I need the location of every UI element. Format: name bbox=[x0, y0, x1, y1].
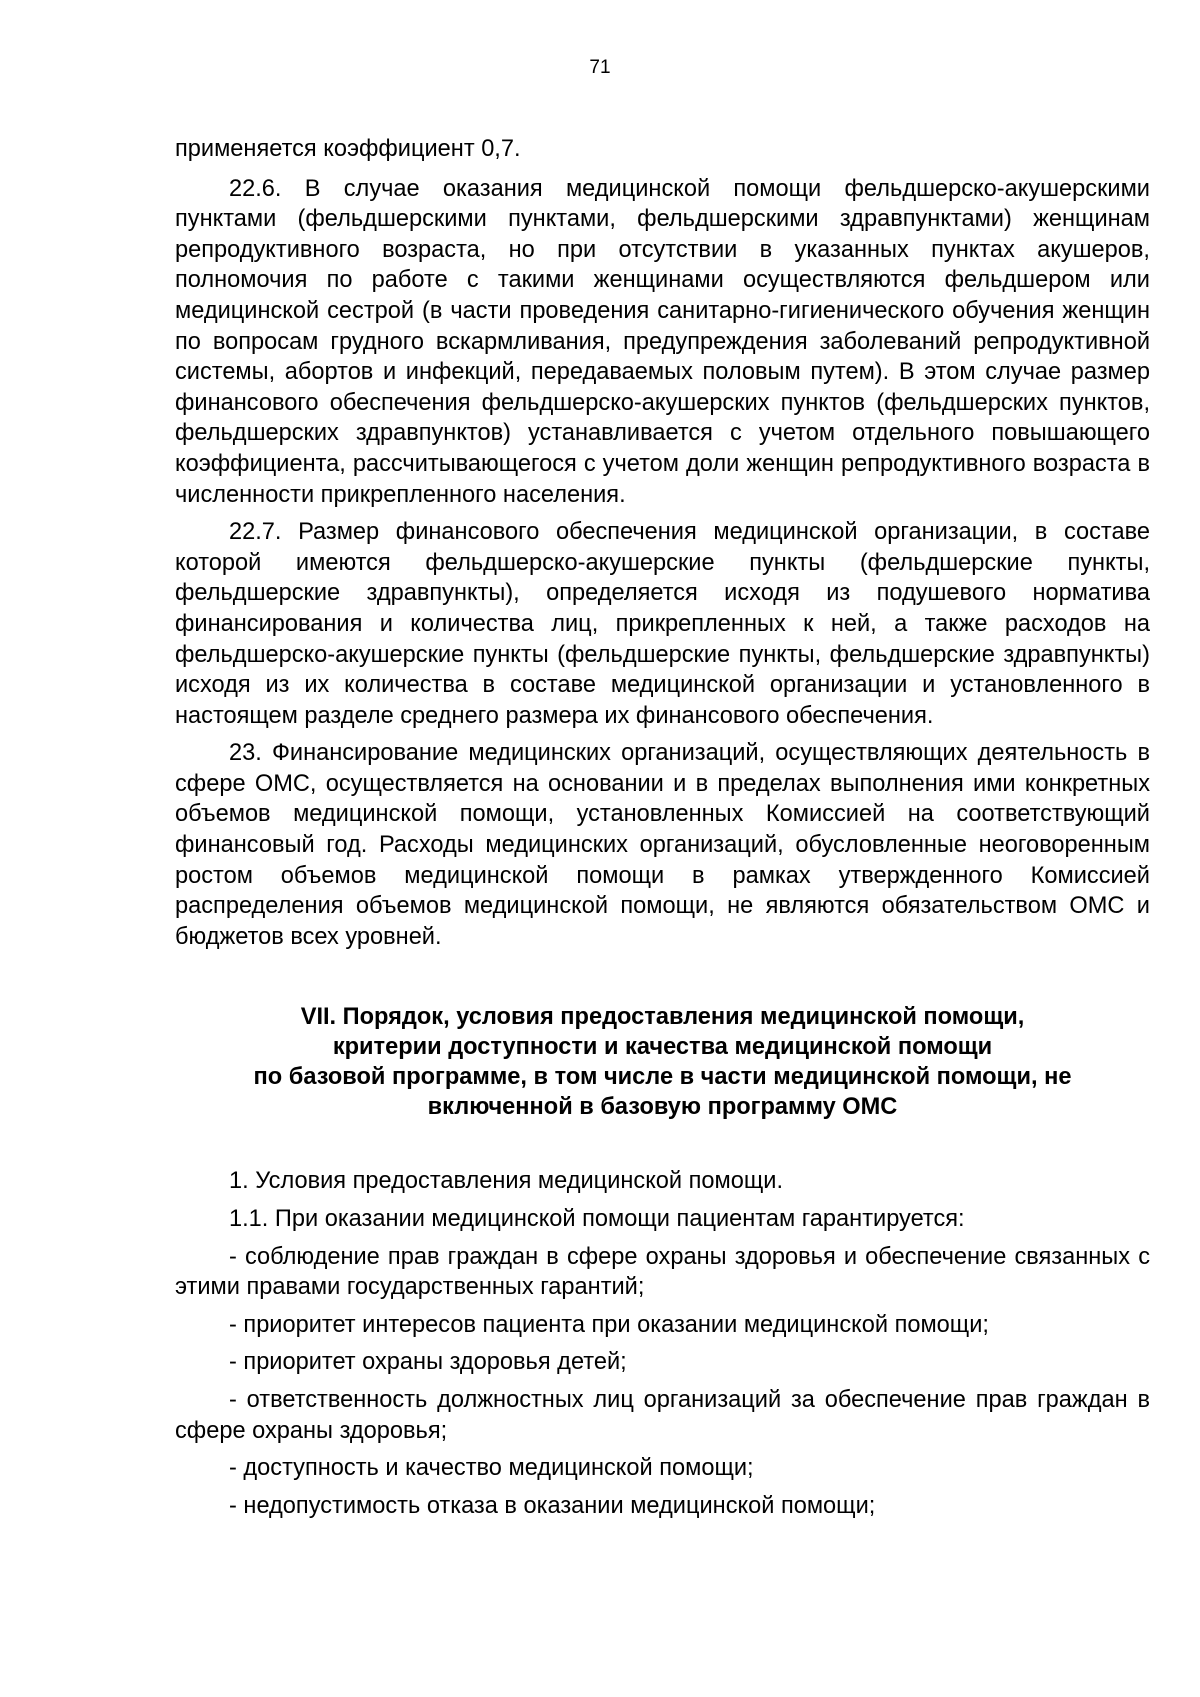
section-heading-line: включенной в базовую программу ОМС bbox=[427, 1094, 898, 1121]
list-item: - соблюдение прав граждан в сфере охраны здоровья и обеспечение связанных с этими правами государственных гарантий; bbox=[175, 1243, 1150, 1301]
section-heading-line: критерии доступности и качества медицинской помощи bbox=[332, 1034, 993, 1061]
paragraph-1-1: 1.1. При оказании медицинской помощи пациентам гарантируется: bbox=[229, 1206, 965, 1233]
list-item: - приоритет охраны здоровья детей; bbox=[229, 1349, 627, 1376]
list-item: - ответственность должностных лиц организаций за обеспечение прав граждан в сфере охраны здоровья; bbox=[175, 1387, 1150, 1444]
paragraph-continuation: применяется коэффициент 0,7. bbox=[175, 136, 521, 162]
section-heading-line: VII. Порядок, условия предоставления медицинской помощи, bbox=[300, 1004, 1025, 1031]
page-number: 71 bbox=[589, 57, 611, 78]
section-heading-line: по базовой программе, в том числе в части медицинской помощи, не bbox=[253, 1064, 1072, 1091]
list-item: - недопустимость отказа в оказании медицинской помощи; bbox=[229, 1492, 876, 1519]
paragraph-1: 1. Условия предоставления медицинской помощи. bbox=[229, 1168, 784, 1195]
list-item: - доступность и качество медицинской помощи; bbox=[229, 1455, 754, 1482]
paragraph-23: 23. Финансирование медицинских организаций, осуществляющих деятельность в сфере ОМС, осуществляется на основании и в пределах выполнения ими конкретных объемов медицинской помощи, установленных Комиссией на соответствующий финансовый год. Расходы медицинских организаций, обусловленные неоговоренным ростом объемов медицинской помощи в рамках утвержденного Комиссией распределения объемов медицинской помощи, не являются обязательством ОМС и бюджетов всех уровней. bbox=[175, 740, 1150, 950]
list-item: - приоритет интересов пациента при оказании медицинской помощи; bbox=[229, 1311, 989, 1338]
document-body bbox=[175, 134, 1150, 1528]
paragraph-22-7: 22.7. Размер финансового обеспечения медицинской организации, в составе которой имеются фельдшерско-акушерские пункты (фельдшерские пункты, фельдшерские здравпункты), определяется исходя из подушевого норматива финансирования и количества лиц, прикрепленных к ней, а также расходов на фельдшерско-акушерские пункты (фельдшерские пункты, фельдшерские здравпункты) исходя из их количества в составе медицинской организации и установленного в настоящем разделе среднего размера их финансового обеспечения. bbox=[175, 519, 1150, 729]
section-heading bbox=[175, 1002, 1150, 1122]
paragraph-22-6: 22.6. В случае оказания медицинской помощи фельдшерско-акушерскими пунктами (фельдшерскими пунктами, фельдшерскими здравпунктами) женщинам репродуктивного возраста, но при отсутствии в указанных пунктах акушеров, полномочия по работе с такими женщинами осуществляются фельдшером или медицинской сестрой (в части проведения санитарно-гигиенического обучения женщин по вопросам грудного вскармливания, предупреждения заболеваний репродуктивной системы, абортов и инфекций, передаваемых половым путем). В этом случае размер финансового обеспечения фельдшерско-акушерских пунктов (фельдшерских пунктов, фельдшерских здравпунктов) устанавливается с учетом отдельного повышающего коэффициента, рассчитывающегося с учетом доли женщин репродуктивного возраста в численности прикрепленного населения. bbox=[175, 175, 1150, 508]
